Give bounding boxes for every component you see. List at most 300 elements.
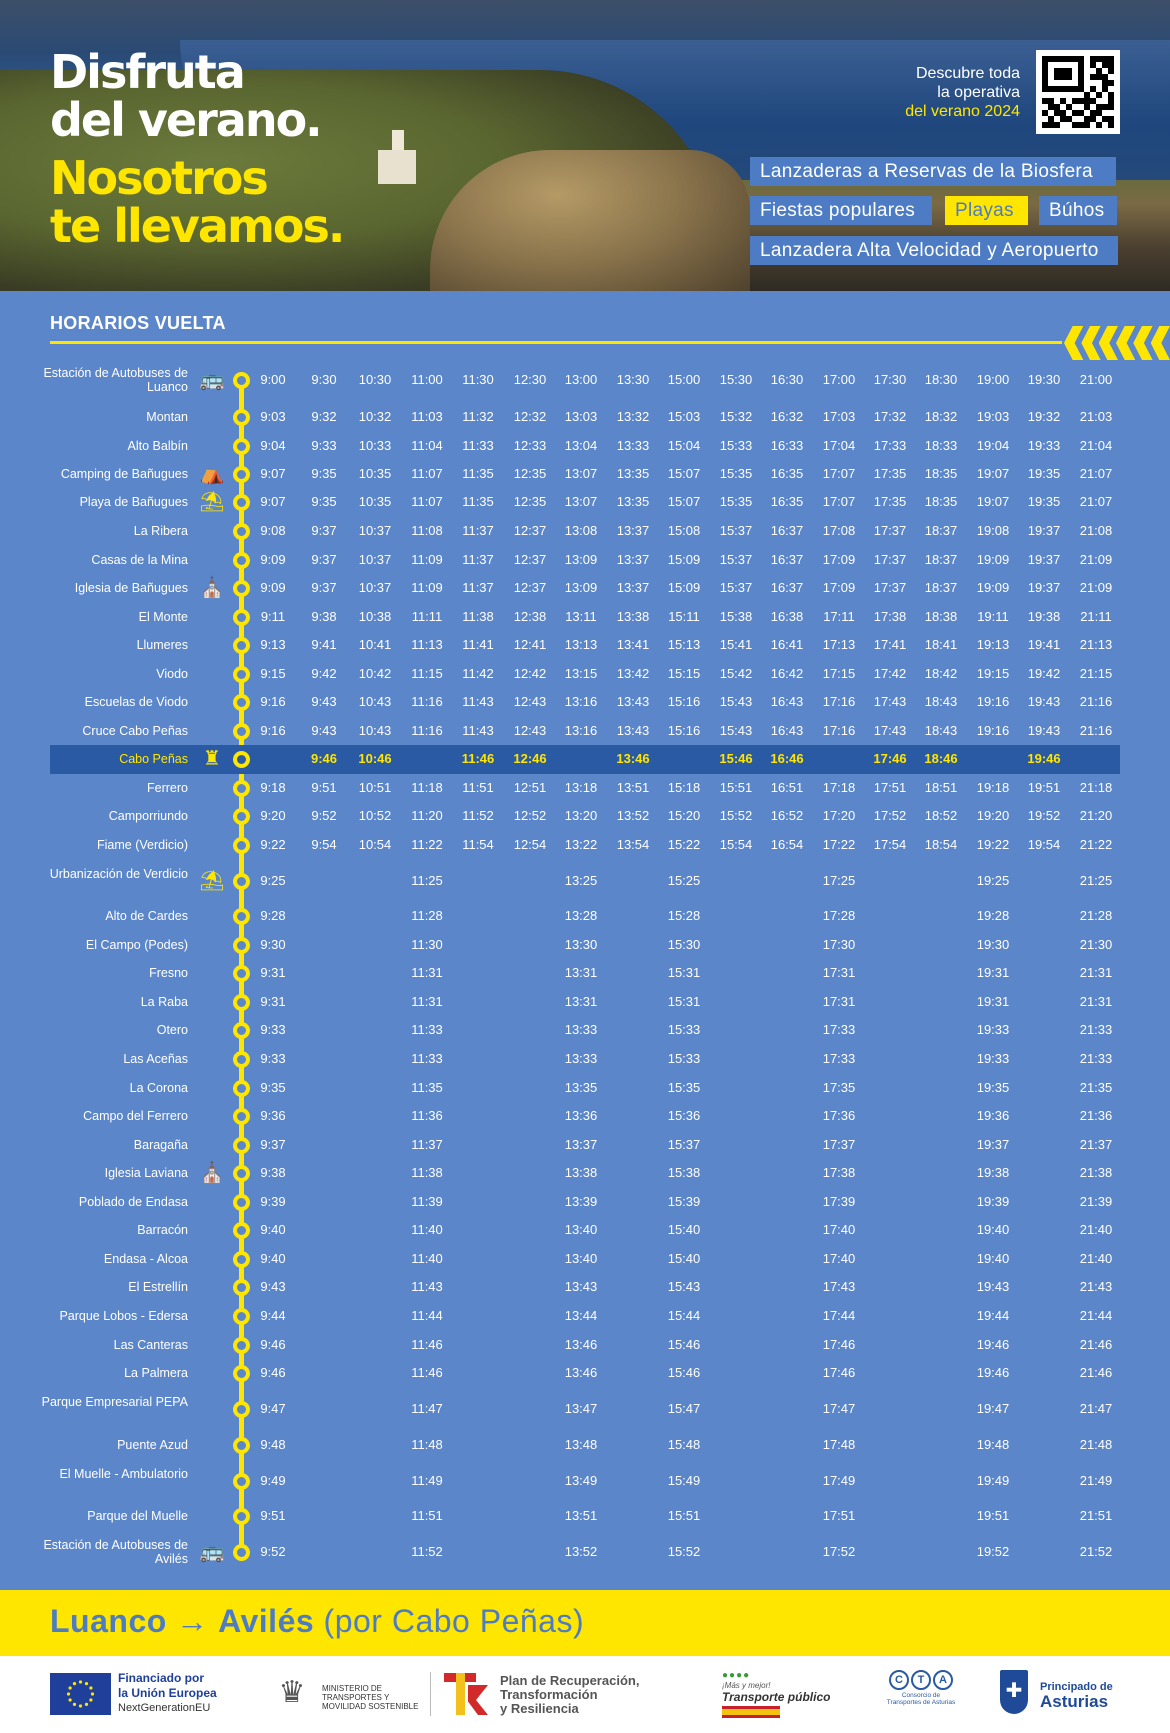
eu-line2: la Unión Europea xyxy=(118,1686,217,1700)
departure-time: 15:46 xyxy=(719,751,753,766)
departure-time: 9:20 xyxy=(260,808,286,823)
departure-time: 11:20 xyxy=(411,808,443,823)
departure-time: 17:51 xyxy=(873,780,907,795)
departure-time: 21:09 xyxy=(1079,580,1113,595)
stop-name: La Corona xyxy=(129,1081,188,1095)
departure-time: 11:43 xyxy=(462,694,494,709)
route-to: Avilés xyxy=(218,1603,315,1639)
departure-time: 13:16 xyxy=(564,723,598,738)
departure-time: 15:41 xyxy=(719,637,753,652)
departure-time: 9:08 xyxy=(260,523,286,538)
departure-time: 11:38 xyxy=(411,1165,443,1180)
departure-time: 18:42 xyxy=(924,666,958,681)
departure-time: 9:09 xyxy=(260,552,286,567)
departure-time: 9:43 xyxy=(311,694,337,709)
departure-time: 17:16 xyxy=(822,723,856,738)
hero-title-line4: te llevamos. xyxy=(50,199,344,253)
chevrons-decoration xyxy=(1066,326,1170,360)
departure-time: 11:40 xyxy=(411,1222,443,1237)
departure-time: 15:36 xyxy=(667,1108,701,1123)
departure-time: 19:25 xyxy=(976,873,1010,888)
departure-time: 17:03 xyxy=(822,409,856,424)
departure-time: 12:43 xyxy=(513,694,547,709)
departure-time: 16:41 xyxy=(770,637,804,652)
departure-time: 12:38 xyxy=(513,609,547,624)
departure-time: 19:35 xyxy=(976,1080,1010,1095)
departure-time: 15:42 xyxy=(719,666,753,681)
departure-time: 21:46 xyxy=(1079,1337,1113,1352)
departure-time: 15:20 xyxy=(667,808,701,823)
stop-name: Casas de la Mina xyxy=(91,553,188,567)
departure-time: 18:30 xyxy=(924,372,958,387)
stop-name: Viodo xyxy=(156,667,188,681)
departure-time: 17:33 xyxy=(873,438,907,453)
cta-letter-c: C xyxy=(889,1670,909,1690)
departure-time: 17:35 xyxy=(873,494,907,509)
departure-time: 9:32 xyxy=(311,409,337,424)
departure-time: 15:08 xyxy=(667,523,701,538)
stop-name: Montan xyxy=(146,410,188,424)
departure-time: 10:43 xyxy=(358,694,392,709)
chip-fiestas-populares[interactable]: Fiestas populares xyxy=(750,196,932,225)
departure-time: 9:40 xyxy=(260,1251,286,1266)
departure-time: 9:18 xyxy=(260,780,286,795)
departure-time: 12:42 xyxy=(513,666,547,681)
departure-time: 16:37 xyxy=(770,580,804,595)
departure-time: 15:32 xyxy=(719,409,753,424)
spain-coat-of-arms-icon: ♛ xyxy=(278,1676,306,1709)
departure-time: 18:43 xyxy=(924,723,958,738)
stop-name: Ferrero xyxy=(147,781,188,795)
stop-name: Camporriundo xyxy=(108,809,188,823)
departure-time: 12:33 xyxy=(513,438,547,453)
stop-name: El Monte xyxy=(138,610,188,624)
departure-time: 19:31 xyxy=(976,994,1010,1009)
departure-time: 21:40 xyxy=(1079,1251,1113,1266)
departure-time: 15:03 xyxy=(667,409,701,424)
departure-time: 15:35 xyxy=(719,494,753,509)
stop-name: La Raba xyxy=(140,995,188,1009)
departure-time: 11:46 xyxy=(461,751,495,766)
departure-time: 16:35 xyxy=(770,494,804,509)
departure-time: 13:07 xyxy=(564,466,598,481)
departure-time: 21:40 xyxy=(1079,1222,1113,1237)
departure-time: 11:51 xyxy=(462,780,494,795)
departure-time: 19:38 xyxy=(976,1165,1010,1180)
plan-line3: y Resiliencia xyxy=(500,1701,579,1716)
departure-time: 21:16 xyxy=(1079,723,1113,738)
departure-time: 11:52 xyxy=(462,808,494,823)
departure-time: 17:33 xyxy=(822,1022,856,1037)
chip-playas[interactable]: Playas xyxy=(945,196,1028,225)
cta-name: Consorcio de Transportes de Asturias xyxy=(886,1692,956,1706)
stop-name: Otero xyxy=(156,1023,188,1037)
departure-time: 13:37 xyxy=(616,523,650,538)
departure-time: 21:04 xyxy=(1079,438,1113,453)
departure-time: 12:30 xyxy=(513,372,547,387)
departure-time: 17:09 xyxy=(822,580,856,595)
departure-time: 11:13 xyxy=(411,637,443,652)
departure-time: 11:37 xyxy=(462,523,494,538)
departure-time: 13:31 xyxy=(564,994,598,1009)
departure-time: 21:22 xyxy=(1079,837,1113,852)
departure-time: 17:32 xyxy=(873,409,907,424)
departure-time: 11:37 xyxy=(462,552,494,567)
departure-time: 12:35 xyxy=(513,466,547,481)
departure-time: 13:30 xyxy=(616,372,650,387)
departure-time: 9:04 xyxy=(260,438,286,453)
departure-time: 17:07 xyxy=(822,466,856,481)
departure-time: 15:28 xyxy=(667,908,701,923)
departure-time: 11:41 xyxy=(462,637,494,652)
departure-time: 17:35 xyxy=(873,466,907,481)
departure-time: 19:43 xyxy=(1027,723,1061,738)
departure-time: 19:09 xyxy=(976,580,1010,595)
departure-time: 19:28 xyxy=(976,908,1010,923)
departure-time: 17:04 xyxy=(822,438,856,453)
departure-time: 15:35 xyxy=(667,1080,701,1095)
stop-name: Estación de Autobuses de Avilés xyxy=(43,1538,188,1566)
hero-title xyxy=(50,45,344,253)
departure-time: 17:00 xyxy=(822,372,856,387)
departure-time: 13:43 xyxy=(616,694,650,709)
qr-code[interactable] xyxy=(1036,50,1120,134)
departure-time: 19:08 xyxy=(976,523,1010,538)
departure-time: 17:31 xyxy=(822,965,856,980)
chip-lanzadera-alta-velocidad[interactable]: Lanzadera Alta Velocidad y Aeropuerto xyxy=(750,236,1118,265)
departure-time: 13:18 xyxy=(564,780,598,795)
hero-title-line3: Nosotros xyxy=(50,151,267,205)
departure-time: 16:33 xyxy=(770,438,804,453)
departure-time: 13:38 xyxy=(616,609,650,624)
departure-time: 15:37 xyxy=(719,523,753,538)
eu-flag-icon xyxy=(50,1673,111,1715)
tp-dots-icon: ●●●● xyxy=(722,1670,751,1681)
departure-time: 17:48 xyxy=(822,1437,856,1452)
departure-time: 15:16 xyxy=(667,723,701,738)
church-icon: ⛪ xyxy=(199,1162,225,1184)
departure-time: 12:41 xyxy=(513,637,547,652)
departure-time: 9:41 xyxy=(311,637,337,652)
qr-code-pattern xyxy=(1042,56,1114,128)
departure-time: 13:46 xyxy=(616,751,650,766)
departure-time: 19:07 xyxy=(976,466,1010,481)
departure-time: 13:48 xyxy=(564,1437,598,1452)
departure-time: 11:51 xyxy=(411,1508,443,1523)
departure-time: 10:32 xyxy=(358,409,392,424)
departure-time: 21:47 xyxy=(1079,1401,1113,1416)
departure-time: 19:35 xyxy=(1027,466,1061,481)
stop-name: Parque Lobos - Edersa xyxy=(59,1309,188,1323)
departure-time: 15:33 xyxy=(667,1022,701,1037)
departure-time: 15:46 xyxy=(667,1337,701,1352)
departure-time: 17:11 xyxy=(823,609,855,624)
departure-time: 9:25 xyxy=(260,873,286,888)
departure-time: 15:37 xyxy=(667,1137,701,1152)
departure-time: 17:46 xyxy=(822,1365,856,1380)
eu-funding-text xyxy=(118,1671,217,1716)
departure-time: 15:35 xyxy=(719,466,753,481)
plan-recuperacion-logo-icon xyxy=(444,1673,494,1715)
asturias-shield-icon: ✚ xyxy=(1000,1670,1028,1714)
departure-time: 18:37 xyxy=(924,523,958,538)
departure-time: 15:07 xyxy=(667,466,701,481)
departure-time: 13:35 xyxy=(616,494,650,509)
departure-time: 19:43 xyxy=(1027,694,1061,709)
departure-time: 15:46 xyxy=(667,1365,701,1380)
departure-time: 19:30 xyxy=(1027,372,1061,387)
departure-time: 9:47 xyxy=(260,1401,286,1416)
departure-time: 16:30 xyxy=(770,372,804,387)
departure-time: 16:54 xyxy=(770,837,804,852)
departure-time: 19:52 xyxy=(1027,808,1061,823)
route-from: Luanco xyxy=(50,1603,167,1639)
departure-time: 17:36 xyxy=(822,1108,856,1123)
route-via: (por Cabo Peñas) xyxy=(323,1603,585,1639)
departure-time: 19:41 xyxy=(1027,637,1061,652)
departure-time: 19:51 xyxy=(1027,780,1061,795)
departure-time: 13:30 xyxy=(564,937,598,952)
departure-time: 9:54 xyxy=(311,837,337,852)
departure-time: 11:37 xyxy=(462,580,494,595)
departure-time: 12:37 xyxy=(513,523,547,538)
departure-time: 19:13 xyxy=(976,637,1010,652)
departure-time: 19:20 xyxy=(976,808,1010,823)
departure-time: 13:37 xyxy=(564,1137,598,1152)
departure-time: 13:37 xyxy=(616,580,650,595)
departure-time: 11:11 xyxy=(411,609,443,624)
departure-time: 11:46 xyxy=(411,1337,443,1352)
departure-time: 15:39 xyxy=(667,1194,701,1209)
departure-time: 17:47 xyxy=(822,1401,856,1416)
departure-time: 19:07 xyxy=(976,494,1010,509)
departure-time: 9:16 xyxy=(260,723,286,738)
departure-time: 11:03 xyxy=(411,409,443,424)
departure-time: 12:37 xyxy=(513,552,547,567)
departure-time: 21:36 xyxy=(1079,1108,1113,1123)
chip-buhos[interactable]: Búhos xyxy=(1039,196,1117,225)
departure-time: 19:46 xyxy=(976,1365,1010,1380)
eu-line1: Financiado por xyxy=(118,1671,205,1685)
departure-time: 13:52 xyxy=(616,808,650,823)
stop-name: Puente Azud xyxy=(117,1438,188,1452)
stop-marker-icon xyxy=(233,751,250,768)
stop-name: Camping de Bañugues xyxy=(60,467,188,481)
departure-time: 16:52 xyxy=(770,808,804,823)
stop-name: Iglesia Laviana xyxy=(104,1166,188,1180)
departure-time: 13:54 xyxy=(616,837,650,852)
spain-flag-icon xyxy=(722,1706,780,1718)
departure-time: 15:33 xyxy=(667,1051,701,1066)
bus-icon: 🚌 xyxy=(199,369,225,391)
departure-time: 15:52 xyxy=(719,808,753,823)
cta-logo xyxy=(886,1670,956,1716)
stop-name: Alto Balbín xyxy=(127,439,188,453)
departure-time: 15:43 xyxy=(719,723,753,738)
departure-time: 9:37 xyxy=(260,1137,286,1152)
departure-time: 13:15 xyxy=(564,666,598,681)
departure-time: 9:37 xyxy=(311,552,337,567)
departure-time: 18:54 xyxy=(924,837,958,852)
departure-time: 18:35 xyxy=(924,466,958,481)
chip-lanzaderas-reservas[interactable]: Lanzaderas a Reservas de la Biosfera xyxy=(750,157,1116,186)
departure-time: 21:51 xyxy=(1079,1508,1113,1523)
departure-time: 18:37 xyxy=(924,552,958,567)
departure-time: 21:03 xyxy=(1079,409,1113,424)
departure-time: 18:41 xyxy=(924,637,958,652)
departure-time: 9:33 xyxy=(311,438,337,453)
departure-time: 21:15 xyxy=(1079,666,1113,681)
departure-time: 19:11 xyxy=(977,609,1009,624)
plan-line2: Transformación xyxy=(500,1687,598,1702)
departure-time: 19:42 xyxy=(1027,666,1061,681)
departure-time: 12:43 xyxy=(513,723,547,738)
departure-time: 15:25 xyxy=(667,873,701,888)
departure-time: 11:04 xyxy=(411,438,443,453)
departure-time: 19:37 xyxy=(976,1137,1010,1152)
departure-time: 16:43 xyxy=(770,694,804,709)
departure-time: 9:43 xyxy=(311,723,337,738)
departure-time: 16:42 xyxy=(770,666,804,681)
departure-time: 9:42 xyxy=(311,666,337,681)
departure-time: 17:08 xyxy=(822,523,856,538)
departure-time: 11:09 xyxy=(411,580,443,595)
stop-name: Urbanización de Verdicio xyxy=(49,867,188,881)
departure-time: 17:43 xyxy=(822,1279,856,1294)
departure-time: 19:48 xyxy=(976,1437,1010,1452)
departure-time: 16:43 xyxy=(770,723,804,738)
departure-time: 12:54 xyxy=(513,837,547,852)
departure-time: 19:46 xyxy=(1027,751,1061,766)
departure-time: 9:33 xyxy=(260,1051,286,1066)
departure-time: 21:18 xyxy=(1079,780,1113,795)
departure-time: 21:20 xyxy=(1079,808,1113,823)
departure-time: 11:38 xyxy=(462,609,494,624)
departure-time: 19:33 xyxy=(1027,438,1061,453)
departure-time: 15:48 xyxy=(667,1437,701,1452)
departure-time: 17:09 xyxy=(822,552,856,567)
departure-time: 13:20 xyxy=(564,808,598,823)
departure-time: 9:11 xyxy=(260,609,286,624)
departure-time: 11:49 xyxy=(411,1473,443,1488)
stop-name: Poblado de Endasa xyxy=(78,1195,188,1209)
departure-time: 11:37 xyxy=(411,1137,443,1152)
departure-time: 17:43 xyxy=(873,694,907,709)
asturias-line2: Asturias xyxy=(1040,1692,1109,1711)
departure-time: 13:00 xyxy=(564,372,598,387)
departure-time: 10:54 xyxy=(358,837,392,852)
departure-time: 13:44 xyxy=(564,1308,598,1323)
departure-time: 19:47 xyxy=(976,1401,1010,1416)
departure-time: 21:07 xyxy=(1079,494,1113,509)
departure-time: 13:36 xyxy=(564,1108,598,1123)
departure-time: 15:38 xyxy=(719,609,753,624)
departure-time: 19:39 xyxy=(976,1194,1010,1209)
departure-time: 17:30 xyxy=(873,372,907,387)
departure-time: 15:37 xyxy=(719,580,753,595)
departure-time: 13:03 xyxy=(564,409,598,424)
departure-time: 19:37 xyxy=(1027,523,1061,538)
departure-time: 17:43 xyxy=(873,723,907,738)
departure-time: 17:37 xyxy=(873,523,907,538)
departure-time: 17:20 xyxy=(822,808,856,823)
departure-time: 15:07 xyxy=(667,494,701,509)
departure-time: 18:51 xyxy=(924,780,958,795)
departure-time: 9:00 xyxy=(260,372,286,387)
departure-time: 9:40 xyxy=(260,1222,286,1237)
departure-time: 21:35 xyxy=(1079,1080,1113,1095)
departure-time: 19:40 xyxy=(976,1251,1010,1266)
departure-time: 10:51 xyxy=(358,780,392,795)
departure-time: 9:16 xyxy=(260,694,286,709)
hero-title-line1: Disfruta xyxy=(50,45,244,99)
departure-time: 11:22 xyxy=(411,837,443,852)
departure-time: 17:42 xyxy=(873,666,907,681)
departure-time: 10:41 xyxy=(358,637,392,652)
departure-time: 11:18 xyxy=(411,780,443,795)
eu-line3: NextGenerationEU xyxy=(118,1702,211,1714)
stop-name: El Muelle - Ambulatorio xyxy=(59,1467,188,1481)
departure-time: 11:30 xyxy=(411,937,443,952)
stop-name: Iglesia de Bañugues xyxy=(74,581,188,595)
departure-time: 18:35 xyxy=(924,494,958,509)
departure-time: 11:08 xyxy=(411,523,443,538)
departure-time: 10:42 xyxy=(358,666,392,681)
departure-time: 11:33 xyxy=(411,1022,443,1037)
departure-time: 13:35 xyxy=(564,1080,598,1095)
hero-title-line2: del verano. xyxy=(50,93,321,147)
departure-time: 16:32 xyxy=(770,409,804,424)
departure-time: 17:49 xyxy=(822,1473,856,1488)
asturias-line1: Principado de xyxy=(1040,1681,1113,1693)
stop-name: Escuelas de Viodo xyxy=(84,695,188,709)
departure-time: 17:38 xyxy=(822,1165,856,1180)
departure-time: 19:52 xyxy=(976,1544,1010,1559)
departure-time: 17:38 xyxy=(873,609,907,624)
departure-time: 9:44 xyxy=(260,1308,286,1323)
departure-time: 19:46 xyxy=(976,1337,1010,1352)
departure-time: 19:31 xyxy=(976,965,1010,980)
transporte-publico-logo xyxy=(722,1670,846,1716)
departure-time: 15:43 xyxy=(667,1279,701,1294)
departure-time: 13:46 xyxy=(564,1365,598,1380)
stop-name: Las Aceñas xyxy=(123,1052,188,1066)
departure-time: 21:25 xyxy=(1079,873,1113,888)
departure-time: 9:51 xyxy=(311,780,337,795)
departure-time: 19:15 xyxy=(976,666,1010,681)
departure-time: 9:07 xyxy=(260,494,286,509)
departure-time: 21:11 xyxy=(1080,609,1112,624)
stop-name: Las Canteras xyxy=(113,1338,188,1352)
qr-caption-line2: la operativa xyxy=(937,84,1020,101)
departure-time: 17:13 xyxy=(822,637,856,652)
departure-time: 17:51 xyxy=(822,1508,856,1523)
qr-caption xyxy=(820,64,1020,121)
departure-time: 16:37 xyxy=(770,552,804,567)
departure-time: 21:33 xyxy=(1079,1051,1113,1066)
departure-time: 15:47 xyxy=(667,1401,701,1416)
bus-icon: 🚌 xyxy=(199,1541,225,1563)
departure-time: 16:46 xyxy=(770,751,804,766)
departure-time: 10:30 xyxy=(358,372,392,387)
departure-time: 15:11 xyxy=(668,609,700,624)
departure-time: 17:40 xyxy=(822,1251,856,1266)
beach-icon: ⛱ xyxy=(199,491,225,513)
departure-time: 13:04 xyxy=(564,438,598,453)
departure-time: 19:03 xyxy=(976,409,1010,424)
departure-time: 15:31 xyxy=(667,965,701,980)
departure-time: 21:13 xyxy=(1079,637,1113,652)
